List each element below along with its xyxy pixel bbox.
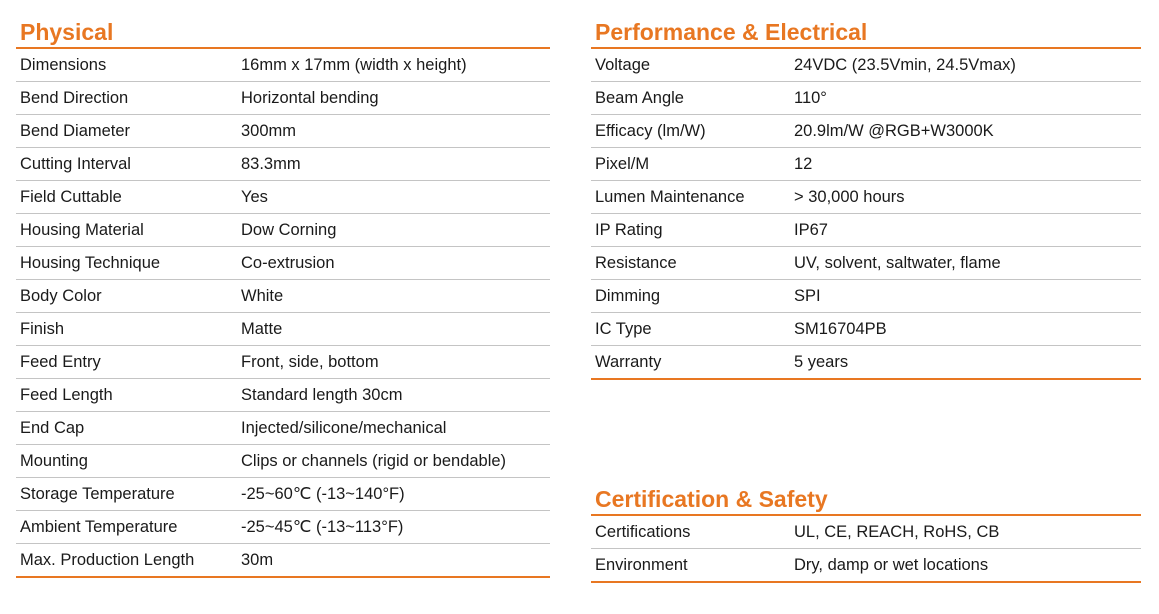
spec-value: 16mm x 17mm (width x height): [237, 49, 550, 82]
table-row: [16, 148, 550, 181]
spec-label: IP Rating: [591, 214, 790, 247]
table-row: [591, 516, 1141, 549]
spec-value: 24VDC (23.5Vmin, 24.5Vmax): [790, 49, 1141, 82]
spec-value: IP67: [790, 214, 1141, 247]
table-row: [16, 544, 550, 578]
table-row: [591, 346, 1141, 380]
spec-value: 300mm: [237, 115, 550, 148]
table-row: [591, 247, 1141, 280]
table-row: [16, 115, 550, 148]
table-row: [591, 549, 1141, 583]
spec-value: SM16704PB: [790, 313, 1141, 346]
spec-value: Horizontal bending: [237, 82, 550, 115]
certification-table: [591, 516, 1141, 583]
physical-table: [16, 49, 550, 578]
spec-value: 5 years: [790, 346, 1141, 380]
spec-label: Efficacy (lm/W): [591, 115, 790, 148]
table-row: [591, 115, 1141, 148]
certification-section: [591, 484, 1141, 583]
spec-value: SPI: [790, 280, 1141, 313]
table-row: [16, 379, 550, 412]
physical-section: [16, 17, 550, 578]
spec-value: 110°: [790, 82, 1141, 115]
spec-label: IC Type: [591, 313, 790, 346]
table-row: [591, 214, 1141, 247]
table-row: [16, 346, 550, 379]
table-row: [16, 445, 550, 478]
table-row: [16, 82, 550, 115]
performance-table: [591, 49, 1141, 380]
spec-label: Beam Angle: [591, 82, 790, 115]
spec-label: Resistance: [591, 247, 790, 280]
spec-label: Body Color: [16, 280, 237, 313]
spec-label: Warranty: [591, 346, 790, 380]
spec-value: Injected/silicone/mechanical: [237, 412, 550, 445]
spec-value: Yes: [237, 181, 550, 214]
performance-title: Performance & Electrical: [591, 17, 1141, 49]
table-row: [591, 49, 1141, 82]
table-row: [591, 313, 1141, 346]
physical-title: Physical: [16, 17, 550, 49]
spec-label: Lumen Maintenance: [591, 181, 790, 214]
spec-label: Cutting Interval: [16, 148, 237, 181]
table-row: [591, 280, 1141, 313]
spec-value: White: [237, 280, 550, 313]
spec-value: -25~60℃ (-13~140°F): [237, 478, 550, 511]
spec-value: > 30,000 hours: [790, 181, 1141, 214]
spec-label: Bend Diameter: [16, 115, 237, 148]
spec-value: Dry, damp or wet locations: [790, 549, 1141, 583]
spec-value: 20.9lm/W @RGB+W3000K: [790, 115, 1141, 148]
spec-value: UL, CE, REACH, RoHS, CB: [790, 516, 1141, 549]
spec-value: Co-extrusion: [237, 247, 550, 280]
spec-label: Max. Production Length: [16, 544, 237, 578]
spec-label: Storage Temperature: [16, 478, 237, 511]
spec-value: Matte: [237, 313, 550, 346]
table-row: [591, 181, 1141, 214]
spec-label: Dimming: [591, 280, 790, 313]
spec-value: UV, solvent, saltwater, flame: [790, 247, 1141, 280]
spec-label: Environment: [591, 549, 790, 583]
table-row: [16, 478, 550, 511]
spec-value: 12: [790, 148, 1141, 181]
performance-section: [591, 17, 1141, 380]
spec-label: Mounting: [16, 445, 237, 478]
spec-label: End Cap: [16, 412, 237, 445]
table-row: [16, 412, 550, 445]
table-row: [16, 511, 550, 544]
table-row: [16, 247, 550, 280]
spec-label: Ambient Temperature: [16, 511, 237, 544]
table-row: [16, 280, 550, 313]
table-row: [591, 82, 1141, 115]
table-row: [16, 49, 550, 82]
spec-label: Housing Technique: [16, 247, 237, 280]
table-row: [16, 313, 550, 346]
spec-label: Voltage: [591, 49, 790, 82]
table-row: [591, 148, 1141, 181]
spec-label: Feed Length: [16, 379, 237, 412]
spec-label: Certifications: [591, 516, 790, 549]
table-row: [16, 181, 550, 214]
spec-label: Finish: [16, 313, 237, 346]
certification-title: Certification & Safety: [591, 484, 1141, 516]
spec-value: Front, side, bottom: [237, 346, 550, 379]
spec-label: Field Cuttable: [16, 181, 237, 214]
spec-label: Pixel/M: [591, 148, 790, 181]
spec-label: Dimensions: [16, 49, 237, 82]
spec-value: 30m: [237, 544, 550, 578]
spec-label: Feed Entry: [16, 346, 237, 379]
spec-value: Dow Corning: [237, 214, 550, 247]
table-row: [16, 214, 550, 247]
spec-label: Housing Material: [16, 214, 237, 247]
spec-value: 83.3mm: [237, 148, 550, 181]
spec-value: Standard length 30cm: [237, 379, 550, 412]
spec-value: -25~45℃ (-13~113°F): [237, 511, 550, 544]
spec-value: Clips or channels (rigid or bendable): [237, 445, 550, 478]
spec-label: Bend Direction: [16, 82, 237, 115]
